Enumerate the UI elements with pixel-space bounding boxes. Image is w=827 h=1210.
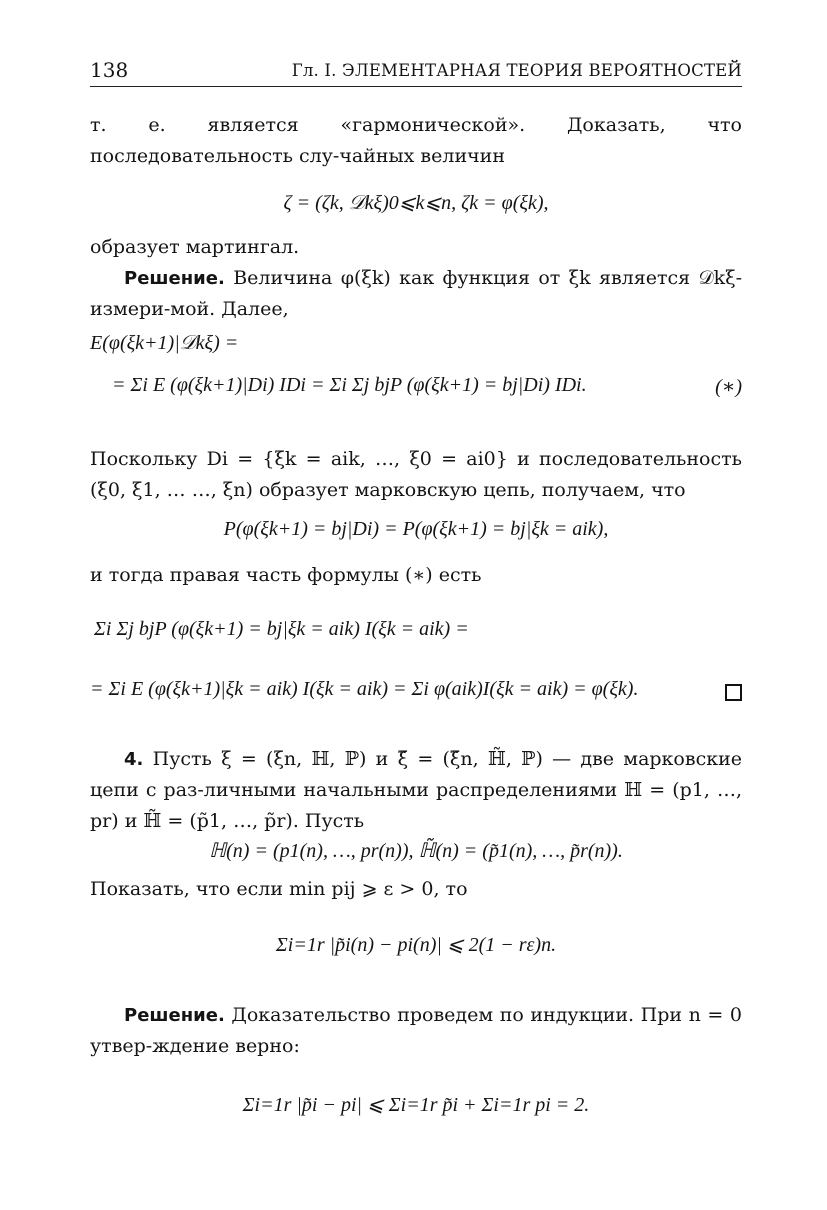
equation-2-line-2-text: = Σi E (φ(ξk+1)|Di) IDi = Σi Σj bjP (φ(ξk+1) = bj|Di) IDi. bbox=[112, 374, 587, 396]
paragraph-5 bbox=[90, 560, 742, 591]
paragraph-4 bbox=[90, 444, 742, 506]
equation-4-line-2-text: = Σi E (φ(ξk+1)|ξk = aik) I(ξk = aik) = Σi φ(aik)I(ξk = aik) = φ(ξk). bbox=[90, 678, 639, 700]
equation-1-text: ζ = (ζk, 𝒟kξ)0⩽k⩽n, ζk = φ(ξk), bbox=[283, 192, 549, 214]
paragraph-2-text: образует мартингал. bbox=[90, 236, 300, 258]
equation-2-line-1 bbox=[90, 332, 742, 355]
equation-7 bbox=[90, 1092, 742, 1117]
problem-4-text bbox=[90, 744, 742, 837]
equation-6-text: Σi=1r |p̃i(n) − pi(n)| ⩽ 2(1 − rε)n. bbox=[275, 934, 557, 956]
page bbox=[90, 52, 743, 1116]
equation-2-line-2 bbox=[112, 374, 742, 397]
paragraph-8-text bbox=[90, 1000, 742, 1062]
paragraph-7-text: Показать, что если min pij ⩾ ε > 0, то bbox=[90, 878, 468, 900]
paragraph-4-text: Поскольку Di = {ξk = aik, …, ξ0 = ai0} и последовательность (ξ0, ξ1, … …, ξn) образует марковскую цепь, получаем, что bbox=[90, 448, 742, 501]
paragraph-7 bbox=[90, 874, 742, 905]
paragraph-2 bbox=[90, 232, 742, 263]
problem-4-body: Пусть ξ = (ξn, ℍ, ℙ) и ξ̃ = (ξ̃n, ℍ̃, ℙ) — две марковские цепи с раз-личными начальными распределениями ℍ = (p1, …, pr) и ℍ̃ = (p̃1, …, p̃r). Пусть bbox=[90, 748, 742, 832]
equation-4-line-1-text: Σi Σj bjP (φ(ξk+1) = bj|ξk = aik) I(ξk = aik) = bbox=[94, 618, 469, 640]
solution-label-2: Решение. bbox=[124, 1005, 225, 1026]
paragraph-5-text: и тогда правая часть формулы (∗) есть bbox=[90, 564, 482, 586]
running-title: Гл. I. ЭЛЕМЕНТАРНАЯ ТЕОРИЯ ВЕРОЯТНОСТЕЙ bbox=[291, 61, 742, 80]
paragraph-1-text: т. е. является «гармонической». Доказать, что последовательность слу-чайных величин bbox=[90, 114, 742, 167]
paragraph-3 bbox=[90, 263, 742, 325]
equation-3-text: P(φ(ξk+1) = bj|Di) = P(φ(ξk+1) = bj|ξk = aik), bbox=[223, 518, 609, 540]
page-number: 138 bbox=[90, 58, 129, 82]
problem-4 bbox=[90, 744, 742, 837]
paragraph-8 bbox=[90, 1000, 742, 1062]
running-header bbox=[90, 52, 742, 87]
equation-2-tag: (∗) bbox=[715, 376, 742, 398]
equation-3 bbox=[90, 518, 742, 541]
equation-6 bbox=[90, 932, 742, 957]
qed-square bbox=[725, 684, 742, 701]
problem-number: 4. bbox=[124, 749, 144, 770]
equation-5-text: ℍ(n) = (p1(n), …, pr(n)), ℍ̃(n) = (p̃1(n), …, p̃r(n)). bbox=[209, 840, 623, 862]
equation-4-line-1 bbox=[94, 618, 742, 641]
equation-1 bbox=[90, 190, 742, 215]
equation-5 bbox=[90, 838, 742, 863]
paragraph-1 bbox=[90, 110, 742, 172]
equation-7-text: Σi=1r |p̃i − pi| ⩽ Σi=1r p̃i + Σi=1r pi = 2. bbox=[242, 1094, 590, 1116]
paragraph-3-body: Величина φ(ξk) как функция от ξk является 𝒟kξ-измери-мой. Далее, bbox=[90, 267, 743, 320]
equation-4-line-2 bbox=[90, 678, 742, 701]
equation-2-line-1-text: E(φ(ξk+1)|𝒟kξ) = bbox=[90, 332, 239, 354]
solution-label-1: Решение. bbox=[124, 268, 225, 289]
paragraph-3-text bbox=[90, 263, 742, 325]
paragraph-8-body: Доказательство проведем по индукции. При n = 0 утвер-ждение верно: bbox=[90, 1004, 742, 1057]
